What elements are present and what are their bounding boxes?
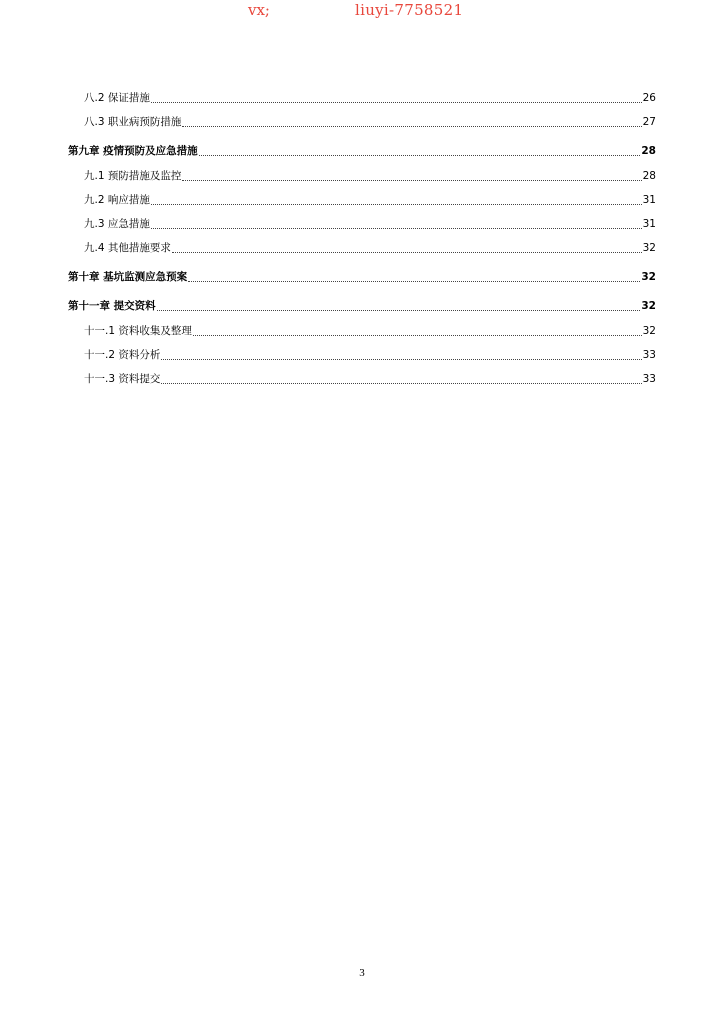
toc-entry-label: 九.3 应急措施: [84, 218, 150, 230]
toc-chapter-label: 第十章 基坑监测应急预案: [68, 271, 188, 283]
toc-leader-dots: [151, 101, 642, 103]
toc-entry-page: 33: [642, 349, 656, 361]
toc-chapter-label: 第十一章 提交资料: [68, 300, 156, 312]
toc-entry-label: 九.1 预防措施及监控: [84, 170, 182, 182]
toc-chapter-9[interactable]: [68, 138, 656, 158]
toc-entry-page: 32: [642, 242, 656, 254]
toc-entry-label: 十一.3 资料提交: [84, 373, 161, 385]
toc-entry-label: 八.2 保证措施: [84, 92, 150, 104]
toc-entry-9-4[interactable]: [68, 235, 656, 255]
toc-leader-dots: [182, 179, 641, 181]
toc-entry-label: 十一.2 资料分析: [84, 349, 161, 361]
watermark-left-text: vx;: [248, 1, 270, 19]
toc-entry-page: 28: [642, 170, 656, 182]
toc-chapter-page: 28: [641, 145, 656, 157]
toc-leader-dots: [199, 154, 641, 156]
toc-entry-label: 十一.1 资料收集及整理: [84, 325, 192, 337]
toc-entry-label: 九.4 其他措施要求: [84, 242, 171, 254]
toc-entry-page: 27: [642, 116, 656, 128]
toc-leader-dots: [151, 227, 642, 229]
toc-entry-page: 32: [642, 325, 656, 337]
toc-chapter-label: 第九章 疫情预防及应急措施: [68, 145, 198, 157]
watermark: [0, 0, 724, 22]
watermark-right-text: liuyi-7758521: [355, 1, 464, 19]
toc-leader-dots: [151, 203, 642, 205]
toc-entry-9-1[interactable]: [68, 163, 656, 183]
toc-chapter-11[interactable]: [68, 293, 656, 313]
toc-entry-page: 31: [642, 218, 656, 230]
toc-entry-page: 31: [642, 194, 656, 206]
toc-entry-label: 八.3 职业病预防措施: [84, 116, 182, 128]
toc-leader-dots: [161, 382, 641, 384]
toc-entry-11-3[interactable]: [68, 366, 656, 386]
toc-entry-label: 九.2 响应措施: [84, 194, 150, 206]
toc-leader-dots: [172, 251, 642, 253]
page-number: 3: [359, 967, 365, 979]
toc-leader-dots: [157, 309, 641, 311]
toc-entry-11-1[interactable]: [68, 318, 656, 338]
toc-entry-9-2[interactable]: [68, 187, 656, 207]
toc-chapter-page: 32: [641, 271, 656, 283]
toc-leader-dots: [188, 280, 640, 282]
toc-entry-11-2[interactable]: [68, 342, 656, 362]
toc-entry-8-3[interactable]: [68, 109, 656, 129]
toc-entry-page: 26: [642, 92, 656, 104]
toc-entry-9-3[interactable]: [68, 211, 656, 231]
toc-leader-dots: [182, 125, 641, 127]
toc-leader-dots: [161, 358, 641, 360]
toc-leader-dots: [193, 334, 642, 336]
table-of-contents: [68, 85, 656, 390]
toc-chapter-10[interactable]: [68, 264, 656, 284]
toc-chapter-page: 32: [641, 300, 656, 312]
toc-entry-page: 33: [642, 373, 656, 385]
toc-entry-8-2[interactable]: [68, 85, 656, 105]
